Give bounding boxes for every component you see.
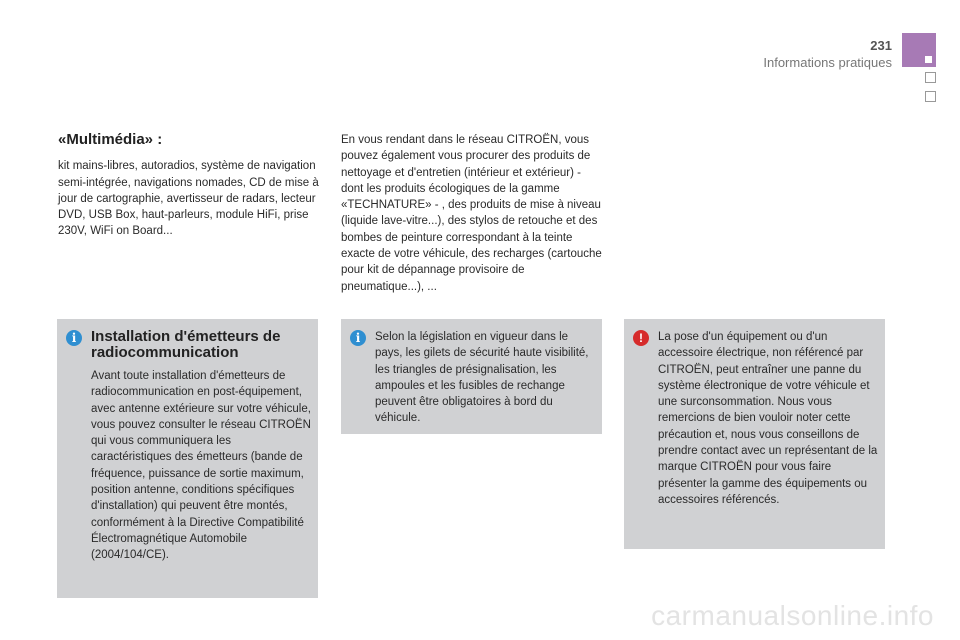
installation-note-box: [57, 319, 318, 598]
section-title: Informations pratiques: [763, 55, 892, 70]
info-icon: i: [350, 330, 366, 346]
info-icon: i: [66, 330, 82, 346]
installation-heading: Installation d'émetteurs de radiocommunication: [91, 328, 281, 361]
section-tab-active[interactable]: [902, 33, 936, 67]
multimedia-section: [58, 132, 320, 240]
accessories-section: [341, 132, 603, 295]
warning-note-box: [624, 319, 885, 549]
multimedia-text: kit mains-libres, autoradios, système de navigation semi-intégrée, navigations nomades, CD de mise à jour de cartographie, avertisseur de radars, lecteur DVD, USB Box, haut-parleurs, module HiFi, prise 230V, WiFi on Board...: [58, 160, 319, 238]
section-tab[interactable]: [925, 91, 936, 102]
page-number: 231: [870, 38, 892, 53]
installation-text: Avant toute installation d'émetteurs de radiocommunication en post-équipement, avec antenne extérieure sur votre véhicule, vous pouvez consulter le réseau CITROËN qui vous communiquera les caractéristiques des émetteurs (bande de fréquence, puissance de sortie maximum, position antenne, conditions spécifiques d'installation) qui peuvent être montés, conformément à la Directive Compatibilité Électromagnétique Automobile (2004/104/CE).: [91, 370, 311, 562]
legislation-text: Selon la législation en vigueur dans le pays, les gilets de sécurité haute visibilité, les triangles de présignalisation, les ampoules et les fusibles de rechange peuvent être obligatoires à bord du véhicule.: [375, 331, 589, 425]
section-tab[interactable]: [925, 72, 936, 83]
multimedia-heading: «Multimédia» :: [58, 131, 163, 148]
watermark: carmanualsonline.info: [651, 600, 934, 631]
warning-icon: !: [633, 330, 649, 346]
warning-text: La pose d'un équipement ou d'un accessoire électrique, non référencé par CITROËN, peut entraîner une panne du système électronique de votre véhicule et une surconsommation. Nous vous remercions de bien vouloir noter cette précaution et, nous vous conseillons de prendre contact avec un représentant de la marque CITROËN pour vous faire présenter la gamme des équipements ou accessoires référencés.: [658, 331, 878, 506]
legislation-note-box: [341, 319, 602, 434]
accessories-text: En vous rendant dans le réseau CITROËN, vous pouvez également vous procurer des produits de nettoyage et d'entretien (intérieur et extérieur) - dont les produits écologiques de la gamme «TECHNATURE» - , des produits de mise à niveau (liquide lave-vitre...), des stylos de retouche et des bombes de peinture correspondant à la teinte exacte de votre véhicule, des recharges (cartouche pour kit de dépannage provisoire de pneumatique...), ...: [341, 134, 602, 293]
